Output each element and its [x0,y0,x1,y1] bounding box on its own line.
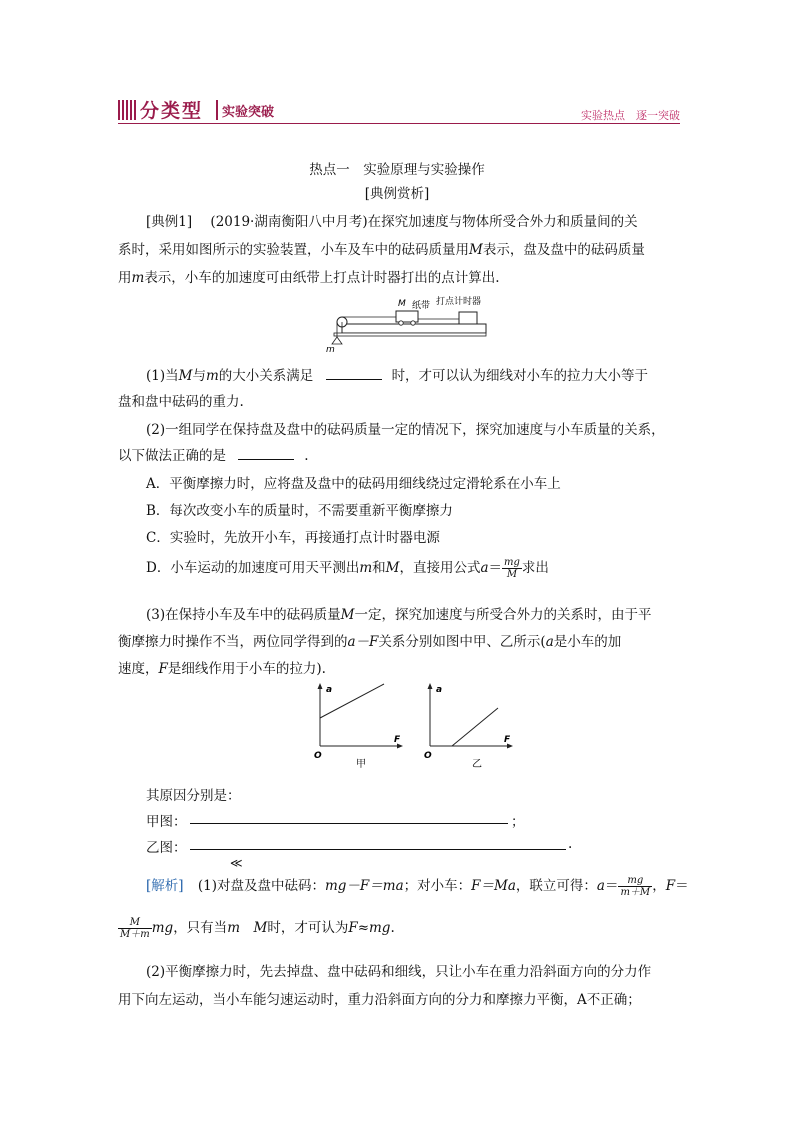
analysis-fraction-2: $\frac{M}{M+m}$ [120,917,150,940]
analysis-marker: ≪ [230,856,243,870]
problem-source: (2019·湖南衡阳八中月考) [210,214,368,230]
graph-yi-line [452,708,498,746]
answer-jia-label: 甲图： [146,814,187,830]
graph-jia-y-label: a [326,685,333,695]
graph-jia-caption: 甲 [356,759,366,770]
section-subtitle: [典例赏析] [364,186,430,202]
header-right-text: 实验热点 逐一突破 [581,109,680,122]
answer-yi-end: . [568,836,573,852]
q1-answer-blank [326,379,382,380]
header-title: 分类型 [140,100,204,122]
analysis-fraction-1: $\frac{mg}{m+M}$ [620,875,651,898]
graph-yi-x-label: F [504,735,511,745]
analysis-label: [解析] [146,878,184,894]
graph-yi [416,680,516,775]
q3-line-3: 速度，F是细线作用于小车的拉力). [118,661,326,677]
q1-line-1: (1)当M与m的大小关系满足 时，才可以认为细线对小车的拉力大小等于 [146,368,649,384]
q2-line-2: 以下做法正确的是 . [118,448,309,464]
problem-intro-line-2: 系时，采用如图所示的实验装置，小车及车中的砝码质量用M表示，盘及盘中的砝码质量 [118,242,645,258]
timer-icon [459,312,477,324]
answer-yi-label: 乙图： [146,840,187,856]
q2-answer-blank [238,459,294,460]
answer-jia-end: ； [511,814,525,830]
table-edge [334,333,486,336]
label-M: M [398,299,406,309]
graph-yi-y-label: a [436,685,443,695]
graph-jia-origin: O [314,751,322,761]
q3-line-1: (3)在保持小车及车中的砝码质量M一定，探究加速度与所受合外力的关系时，由于平 [146,607,652,623]
analysis-line-4: 用下向左运动，当小车能匀速运动时，重力沿斜面方向的分力和摩擦力平衡，A不正确； [118,992,641,1008]
answer-jia-line [190,823,508,824]
header-subtitle: 实验突破 [222,105,275,120]
q2-line-1: (2)一组同学在保持盘及盘中的砝码质量一定的情况下，探究加速度与小车质量的关系， [146,422,665,438]
analysis-line-3: (2)平衡摩擦力时，先去掉盘、盘中砝码和细线，只让小车在重力沿斜面方向的分力作 [146,964,652,980]
problem-intro-line-3: 用m表示，小车的加速度可由纸带上打点计时器打出的点计算出. [118,270,500,286]
label-tape: 纸带 [412,301,431,311]
q2-option-c: C．实验时，先放开小车，再接通打点计时器电源 [146,530,440,546]
analysis-line-1: [解析] (1)对盘及盘中砝码：mg－F＝ma；对小车：F＝Ma，联立可得：a＝ $\frac{mg}{m+M}$ ，F＝ [146,875,689,898]
graph-jia-x-label: F [394,735,401,745]
hanging-weight-icon [332,337,342,344]
label-timer: 打点计时器 [436,297,482,307]
header-decoration [118,100,136,120]
q3-line-2: 衡摩擦力时操作不当，两位同学得到的a－F关系分别如图中甲、乙所示(a是小车的加 [118,634,622,650]
section-title: 热点一 实验原理与实验操作 [309,162,485,178]
q2-option-a: A．平衡摩擦力时，应将盘及盘中的砝码用细线绕过定滑轮系在小车上 [146,476,561,492]
formula-fraction: $\frac{mg}{M}$ [504,557,520,580]
apparatus-figure [326,292,496,354]
graph-yi-origin: O [424,751,432,761]
label-m: m [326,345,335,354]
reason-intro: 其原因分别是： [146,788,241,804]
q2-option-b: B．每次改变小车的质量时，不需要重新平衡摩擦力 [146,503,453,519]
problem-intro-text: 在探究加速度与物体所受合外力和质量间的关 [367,214,638,230]
header-separator [216,100,218,120]
graph-yi-caption: 乙 [472,759,482,770]
q1-line-2: 盘和盘中砝码的重力. [118,394,244,410]
graph-jia [306,680,406,775]
header-rule [118,123,680,124]
problem-label: [典例1] [146,214,193,230]
cart-icon [396,311,418,322]
answer-yi-line [190,849,566,850]
problem-intro-line-1 [146,210,638,230]
analysis-line-2: $\frac{M}{M+m}$ mg，只有当m M时，才可认为F≈mg. [120,917,395,940]
q2-option-d: D．小车运动的加速度可用天平测出m和M，直接用公式a＝ $\frac{mg}{M}$ 求出 [146,557,549,580]
